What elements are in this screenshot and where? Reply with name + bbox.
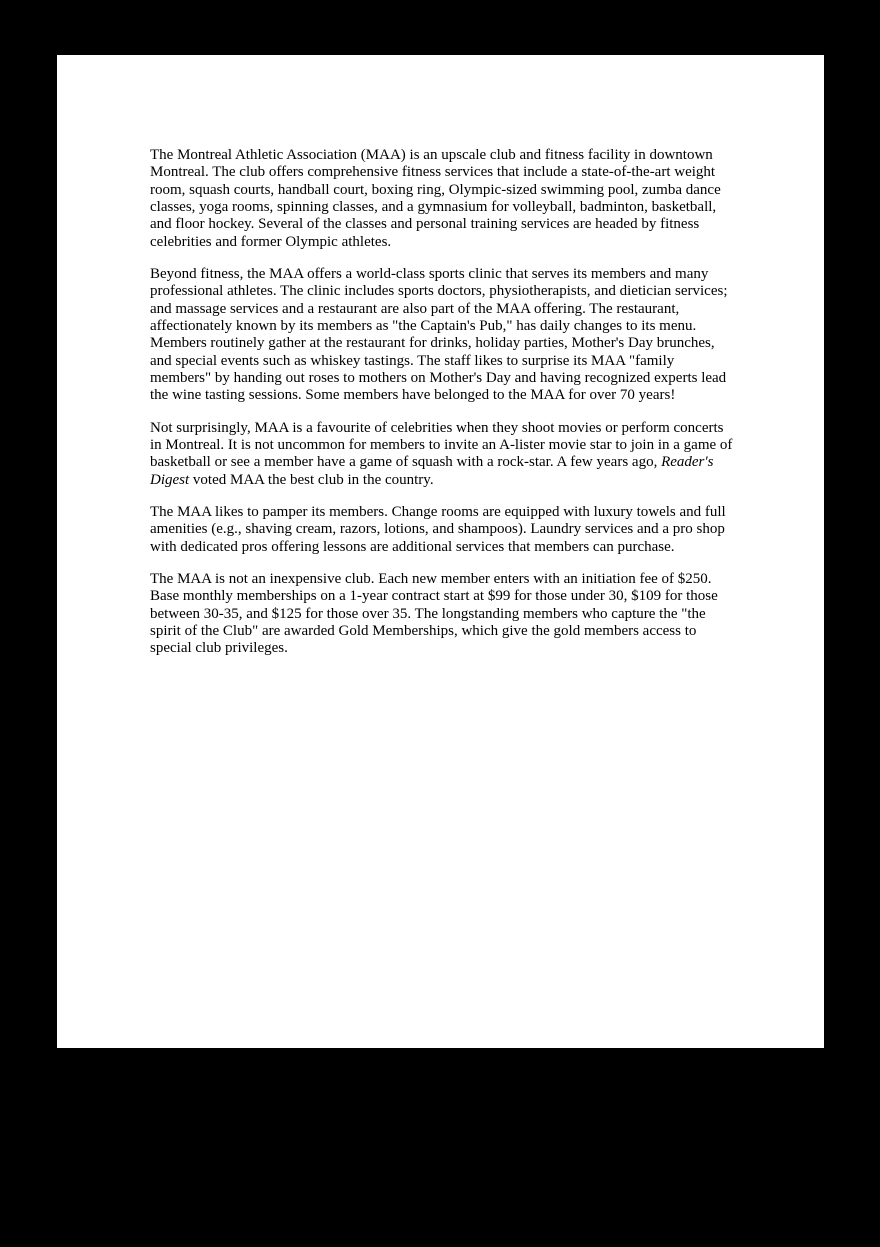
text-line xyxy=(150,387,740,404)
text-line xyxy=(150,640,740,657)
text-run: The MAA is not an inexpensive club. Each new member enters with an initiation fee of $250. xyxy=(150,570,712,587)
document-page xyxy=(57,55,824,1048)
text-run: professional athletes. The clinic includes sports doctors, physiotherapists, and dietician services; xyxy=(150,283,728,300)
text-run: Beyond fitness, the MAA offers a world-class sports clinic that serves its members and many xyxy=(150,265,709,282)
text-run: room, squash courts, handball court, boxing ring, Olympic-sized swimming pool, zumba dance xyxy=(150,181,721,198)
text-run: Base monthly memberships on a 1-year contract start at $99 for those under 30, $109 for those xyxy=(150,588,718,605)
text-line xyxy=(150,266,740,283)
text-run: in Montreal. It is not uncommon for members to invite an A-lister movie star to join in a game of xyxy=(150,436,733,453)
text-line xyxy=(150,370,740,387)
text-line xyxy=(150,588,740,605)
text-run: with dedicated pros offering lessons are additional services that members can purchase. xyxy=(150,538,675,555)
paragraph xyxy=(150,504,740,556)
text-line xyxy=(150,199,740,216)
text-run: and floor hockey. Several of the classes and personal training services are headed by fitness xyxy=(150,216,700,233)
paragraph xyxy=(150,147,740,251)
text-line xyxy=(150,234,740,251)
text-run: amenities (e.g., shaving cream, razors, lotions, and shampoos). Laundry services and a pro shop xyxy=(150,521,725,538)
text-run: affectionately known by its members as "the Captain's Pub," has daily changes to its menu. xyxy=(150,317,697,334)
text-run: members" by handing out roses to mothers on Mother's Day and having recognized experts lead xyxy=(150,369,727,386)
text-line xyxy=(150,318,740,335)
text-line xyxy=(150,353,740,370)
text-line xyxy=(150,216,740,233)
text-line xyxy=(150,472,740,489)
text-run: voted MAA the best club in the country. xyxy=(189,471,434,488)
text-run: The MAA likes to pamper its members. Change rooms are equipped with luxury towels and full xyxy=(150,503,726,520)
text-line xyxy=(150,521,740,538)
text-run: Montreal. The club offers comprehensive fitness services that include a state-of-the-art weight xyxy=(150,164,716,181)
text-line xyxy=(150,147,740,164)
text-run: and special events such as whiskey tastings. The staff likes to surprise its MAA "family xyxy=(150,352,675,369)
text-run: special club privileges. xyxy=(150,640,288,657)
text-run: Digest xyxy=(150,471,190,488)
text-run: The Montreal Athletic Association (MAA) is an upscale club and fitness facility in downtown xyxy=(150,147,713,163)
text-line xyxy=(150,301,740,318)
text-line xyxy=(150,623,740,640)
text-line xyxy=(150,454,740,471)
text-line xyxy=(150,606,740,623)
text-run: Not surprisingly, MAA is a favourite of celebrities when they shoot movies or perform concerts xyxy=(150,419,724,436)
text-line xyxy=(150,335,740,352)
text-run: and massage services and a restaurant are also part of the MAA offering. The restaurant, xyxy=(150,300,680,317)
text-run: classes, yoga rooms, spinning classes, and a gymnasium for volleyball, badminton, basketball, xyxy=(150,198,717,215)
text-run: Members routinely gather at the restaurant for drinks, holiday parties, Mother's Day brunches, xyxy=(150,335,715,352)
text-run: Reader's xyxy=(661,454,714,471)
text-run: celebrities and former Olympic athletes. xyxy=(150,233,392,250)
text-line xyxy=(150,283,740,300)
text-line xyxy=(150,437,740,454)
text-line xyxy=(150,182,740,199)
paragraph xyxy=(150,266,740,405)
text-run: between 30-35, and $125 for those over 35. The longstanding members who capture the "the xyxy=(150,605,706,622)
text-line xyxy=(150,164,740,181)
text-run: the wine tasting sessions. Some members have belonged to the MAA for over 70 years! xyxy=(150,387,676,404)
paragraph xyxy=(150,571,740,658)
text-line xyxy=(150,539,740,556)
text-line xyxy=(150,571,740,588)
text-run: spirit of the Club" are awarded Gold Memberships, which give the gold members access to xyxy=(150,622,697,639)
text-run: basketball or see a member have a game of squash with a rock-star. A few years ago, xyxy=(150,454,662,471)
text-line xyxy=(150,504,740,521)
text-line xyxy=(150,420,740,437)
document-text xyxy=(150,147,740,658)
paragraph xyxy=(150,420,740,489)
